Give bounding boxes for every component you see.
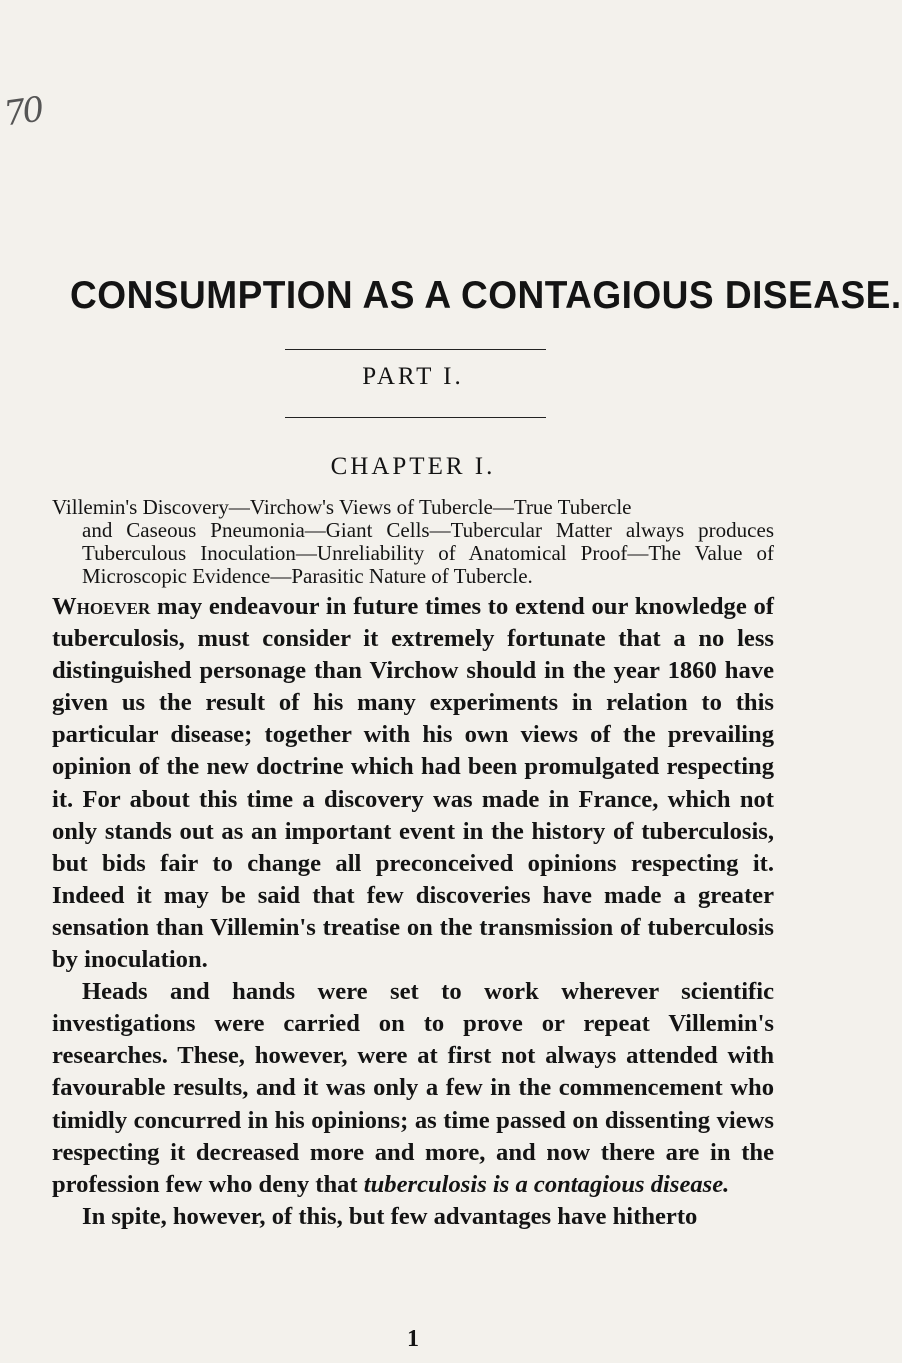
paragraph-1: [52, 591, 774, 976]
paragraph-1-text: may endeavour in future times to extend our knowledge of tuberculosis, must consider it extremely fortunate that a no less distinguished personage than Virchow should in the year 1860 have given us the result of his many experiments in relation to this particular disease; together with his own views of the prevailing opinion of the new doctrine which had been promulgated respecting it. For about this time a discovery was made in France, which not only stands out as an important event in the history of tuberculosis, but bids fair to change all preconceived opinions respecting it. Indeed it may be said that few discoveries have made a greater sensation than Villemin's treatise on the transmission of tuberculosis by inoculation.: [52, 593, 774, 974]
paragraph-2-text: Heads and hands were set to work wherever scientific investigations were carried on to prove or repeat Villemin's researches. These, however, were at first not always attended with favourable results, and it was only a few in the commencement who timidly concurred in his opinions; as time passed on dissenting views respecting it decreased more and more, and now there are in the profession few who deny that: [52, 978, 774, 1198]
chapter-synopsis: [52, 496, 774, 588]
body-text: [52, 591, 774, 1233]
paragraph-3-text: In spite, however, of this, but few advantages have hitherto: [82, 1202, 698, 1230]
paragraph-2: [52, 976, 774, 1201]
chapter-heading: CHAPTER I.: [330, 453, 496, 480]
page-number: 1: [407, 1326, 419, 1352]
rule-bottom: [285, 417, 546, 418]
part-heading: PART I.: [362, 363, 464, 390]
synopsis-continuation: and Caseous Pneumonia—Giant Cells—Tubercular Matter always produces Tuberculous Inoculation—Unreliability of Anatomical Proof—The Value of Microscopic Evidence—Parasitic Nature of Tubercle.: [82, 518, 774, 588]
margin-annotation: 70: [1, 89, 44, 135]
paragraph-lead-word: Whoever: [52, 593, 151, 620]
rule-top: [285, 349, 546, 350]
book-title: CONSUMPTION AS A CONTAGIOUS DISEASE.: [70, 274, 902, 317]
paragraph-2-emphasis: tuberculosis is a contagious disease.: [363, 1170, 730, 1198]
synopsis-first-line: Villemin's Discovery—Virchow's Views of Tubercle—True Tubercle: [52, 495, 632, 519]
paragraph-3: [52, 1201, 774, 1233]
